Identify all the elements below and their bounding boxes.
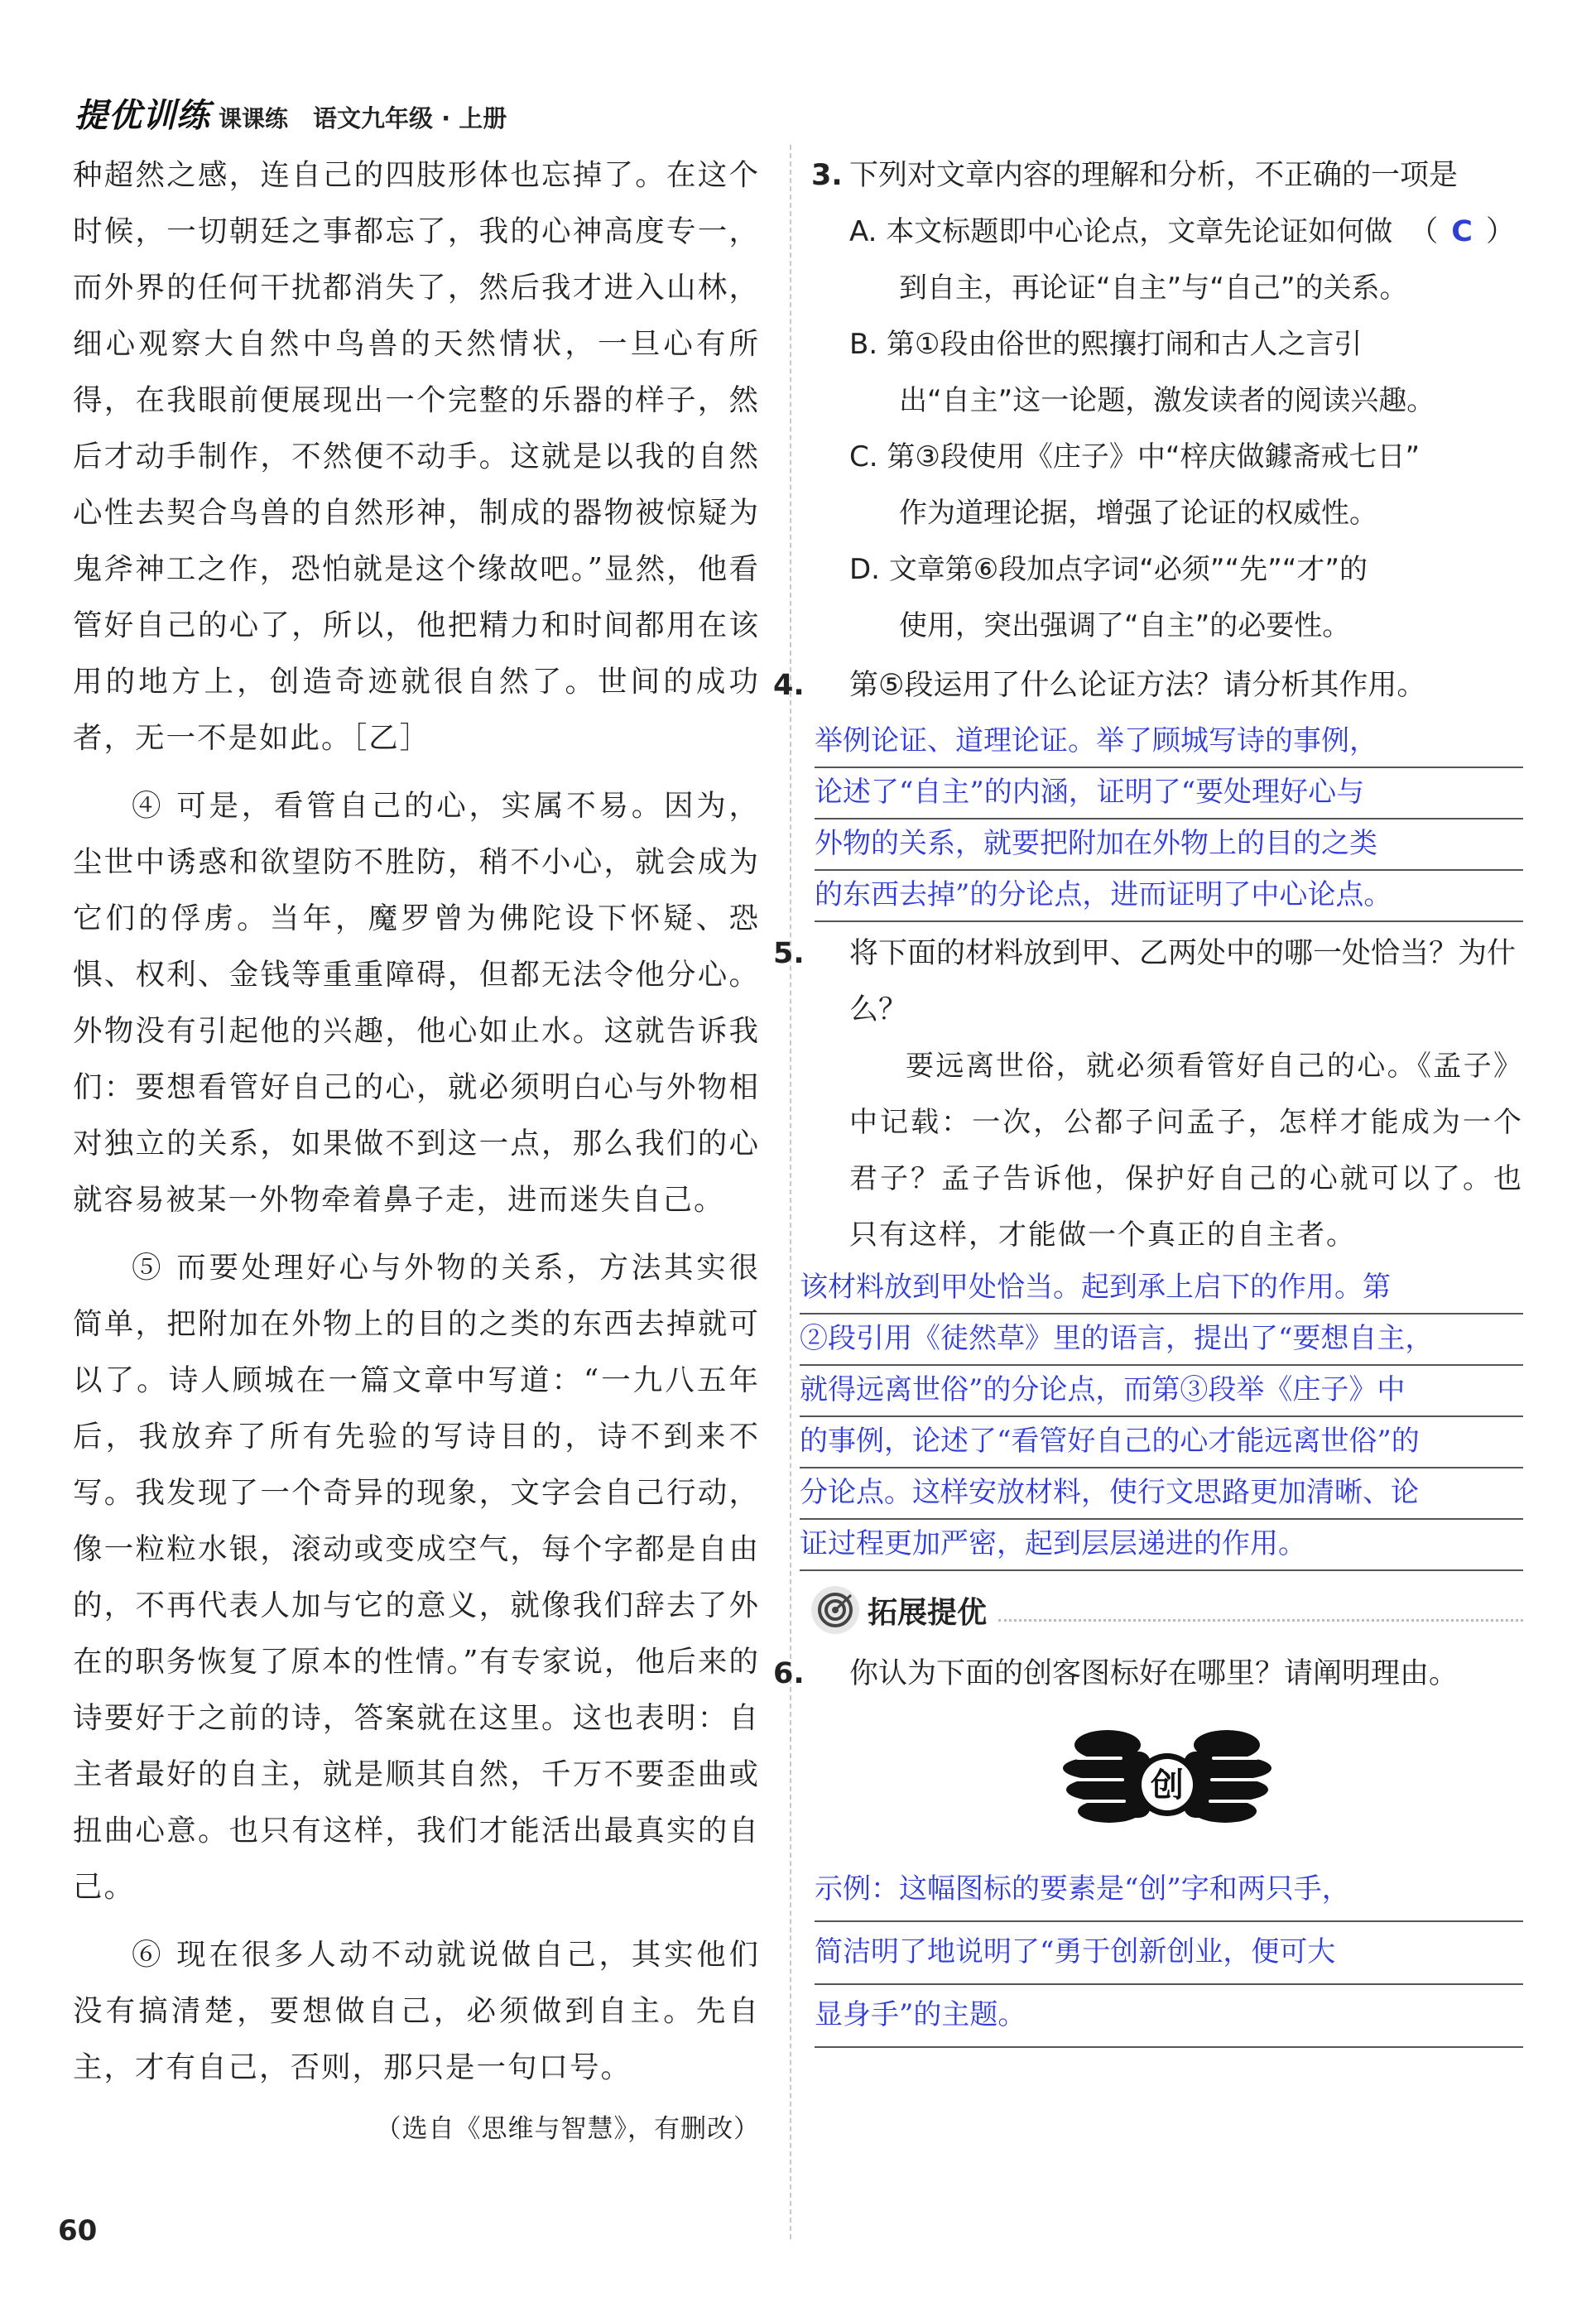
option-text-cont: 到自主，再论证“自主”与“自己”的关系。 [899, 272, 1408, 305]
question-6 [773, 1646, 1523, 2048]
answer-line: 证过程更加严密，起到层层递进的作用。 [800, 1520, 1523, 1571]
answer-area[interactable] [811, 717, 1523, 922]
option-label: C. [849, 440, 878, 473]
article-paragraph-5: ⑤ 而要处理好心与外物的关系，方法其实很简单，把附加在外物上的目的之类的东西去掉就可以了。诗人顾城在一篇文章中写道：“一九八五年后，我放弃了所有先验的写诗目的，诗不到来不写。我发现了一个奇异的现象，文字会自己行动，像一粒粒水银，滚动或变成空气，每个字都是自由的，不再代表人加与它的意义，就像我们辞去了外在的职务恢复了原本的性情。”有专家说，他后来的诗要好于之前的诗，答案就在这里。这也表明：自主者最好的自主，就是顺其自然，千万不要歪曲或扭曲心意。也只有这样，我们才能活出最真实的自己。 [73, 1251, 760, 1904]
option-label: A. [849, 215, 877, 248]
answer-area[interactable] [811, 1859, 1523, 2048]
option-text-cont: 使用，突出强调了“自主”的必要性。 [899, 609, 1351, 642]
question-3 [811, 147, 1523, 654]
question-text: 你认为下面的创客图标好在哪里？请阐明理由。 [849, 1657, 1459, 1690]
maker-logo-graphic [1060, 1718, 1275, 1843]
series-title: 课课练 [219, 105, 289, 132]
answer-line: 论述了“自主”的内涵，证明了“要处理好心与 [815, 768, 1523, 819]
question-number: 5. [773, 937, 805, 970]
option-text: 第①段由俗世的熙攘打闹和古人之言引 [886, 328, 1363, 361]
option-label: B. [849, 328, 878, 361]
questions-column [773, 147, 1523, 2048]
section-rule [998, 1619, 1523, 1622]
option-text: 文章第⑥段加点字词“必须”“先”“才”的 [888, 553, 1368, 586]
question-text: 将下面的材料放到甲、乙两处中的哪一处恰当？为什么？ [849, 937, 1517, 1026]
article-column [73, 147, 760, 2154]
question-number: 3. [811, 159, 843, 192]
section-title: 拓展提优 [868, 1595, 988, 1630]
question-number: 4. [773, 669, 805, 702]
answer-area[interactable] [800, 1263, 1523, 1571]
book-title: 语文九年级 · 上册 [313, 104, 507, 132]
question-number: 6. [773, 1657, 805, 1690]
answer-line: 举例论证、道理论证。举了顾城写诗的事例， [815, 717, 1523, 768]
answer-line: 简洁明了地说明了“勇于创新创业，便可大 [815, 1922, 1523, 1985]
material-text: 要远离世俗，就必须看管好自己的心。《孟子》中记载：一次，公都子问孟子，怎样才能成为一个君子？孟子告诉他，保护好自己的心就可以了。也只有这样，才能做一个真正的自主者。 [849, 1050, 1523, 1252]
maker-logo [811, 1718, 1523, 1843]
target-icon [811, 1586, 859, 1634]
answer-choice[interactable]: C [1451, 215, 1473, 248]
answer-line: 的事例，论述了“看管好自己的心才能远离世俗”的 [800, 1417, 1523, 1468]
option-label: D. [849, 553, 880, 586]
section-header [811, 1579, 1523, 1641]
answer-line: 显身手”的主题。 [815, 1985, 1523, 2048]
answer-line: 外物的关系，就要把附加在外物上的目的之类 [815, 819, 1523, 871]
question-text: 第⑤段运用了什么论证方法？请分析其作用。 [849, 669, 1426, 702]
answer-line: 示例：这幅图标的要素是“创”字和两只手， [815, 1859, 1523, 1922]
answer-line: 分论点。这样安放材料，使行文思路更加清晰、论 [800, 1468, 1523, 1520]
question-4 [773, 657, 1523, 922]
question-text: 下列对文章内容的理解和分析，不正确的一项是 [849, 159, 1459, 192]
article-paragraph-4: ④ 可是，看管自己的心，实属不易。因为，尘世中诱惑和欲望防不胜防，稍不小心，就会成为它们的俘虏。当年，魔罗曾为佛陀设下怀疑、恐惧、权利、金钱等重重障碍，但都无法令他分心。外物没有引起他的兴趣，他心如止水。这就告诉我们：要想看管好自己的心，就必须明白心与外物相对独立的关系，如果做不到这一点，那么我们的心就容易被某一外物牵着鼻子走，进而迷失自己。 [73, 789, 760, 1217]
option-text: 本文标题即中心论点，文章先论证如何做 [886, 215, 1393, 248]
option-b [811, 316, 1523, 429]
page-header [75, 89, 507, 139]
column-divider [790, 145, 793, 2239]
answer-line: 的东西去掉”的分论点，进而证明了中心论点。 [815, 871, 1523, 922]
option-c [811, 429, 1523, 541]
article-source: （选自《思维与智慧》，有删改） [375, 2114, 760, 2144]
option-text-cont: 作为道理论据，增强了论证的权威性。 [899, 497, 1377, 530]
brand-title: 提优训练 [75, 97, 210, 135]
option-text: 第③段使用《庄子》中“梓庆做鐻斋戒七日” [887, 440, 1421, 473]
logo-char: 创 [1151, 1766, 1184, 1805]
answer-line: ②段引用《徒然草》里的语言，提出了“要想自主， [800, 1315, 1523, 1366]
answer-bracket: （ C ） [1409, 215, 1515, 248]
answer-line: 就得远离世俗”的分论点，而第③段举《庄子》中 [800, 1366, 1523, 1417]
question-5 [773, 925, 1523, 1571]
page-number: 60 [58, 2214, 98, 2247]
answer-line: 该材料放到甲处恰当。起到承上启下的作用。第 [800, 1263, 1523, 1315]
option-d [811, 541, 1523, 654]
article-paragraph-6: ⑥ 现在很多人动不动就说做自己，其实他们没有搞清楚，要想做自己，必须做到自主。先自主，才有自己，否则，那只是一句口号。 [73, 1938, 760, 2084]
article-paragraph-cont: 种超然之感，连自己的四肢形体也忘掉了。在这个时候，一切朝廷之事都忘了，我的心神高度专一，而外界的任何干扰都消失了，然后我才进入山林，细心观察大自然中鸟兽的天然情状，一旦心有所得，在我眼前便展现出一个完整的乐器的样子，然后才动手制作，不然便不动手。这就是以我的自然心性去契合鸟兽的自然形神，制成的器物被惊疑为鬼斧神工之作，恐怕就是这个缘故吧。”显然，他看管好自己的心了，所以，他把精力和时间都用在该用的地方上，创造奇迹就很自然了。世间的成功者，无一不是如此。［乙］ [73, 158, 760, 755]
option-text-cont: 出“自主”这一论题，激发读者的阅读兴趣。 [899, 384, 1435, 417]
